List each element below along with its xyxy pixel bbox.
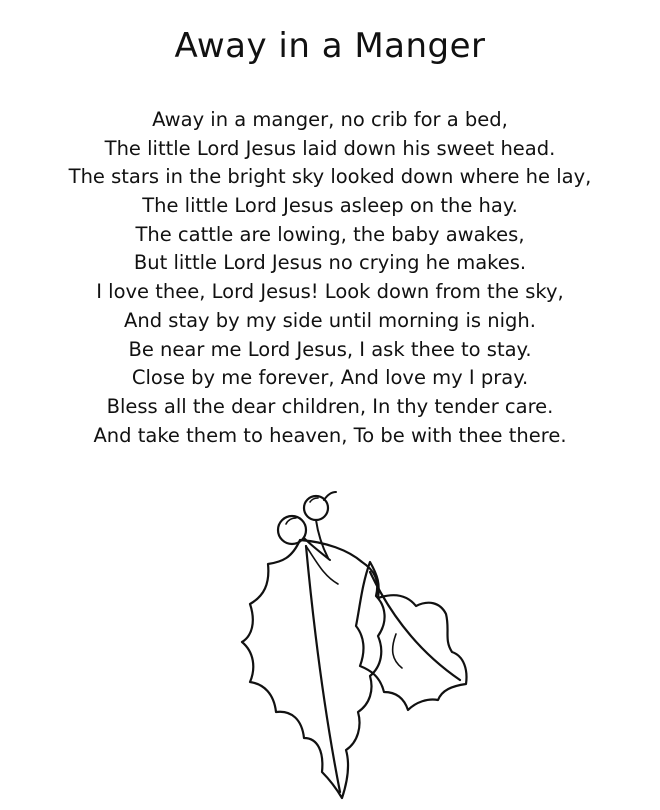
- poem-line: The little Lord Jesus asleep on the hay.: [142, 194, 518, 218]
- poem-verse: [0, 106, 660, 450]
- poem-line: And stay by my side until morning is nigh.: [124, 308, 536, 332]
- poem-line: I love thee, Lord Jesus! Look down from the sky,: [96, 280, 564, 304]
- poem-line: And take them to heaven, To be with thee there.: [93, 423, 567, 447]
- poem-line: Close by me forever, And love my I pray.: [131, 366, 529, 390]
- poem-line: Away in a manger, no crib for a bed,: [152, 108, 508, 131]
- page-title: Away in a Manger: [174, 26, 486, 66]
- poem-line: The little Lord Jesus laid down his sweet head.: [104, 136, 556, 160]
- poem-line: But little Lord Jesus no crying he makes.: [133, 251, 527, 275]
- poem-line: The stars in the bright sky looked down where he lay,: [68, 165, 592, 189]
- holly-leaf-left: [242, 540, 385, 798]
- poem-line: Be near me Lord Jesus, I ask thee to stay.: [128, 337, 532, 361]
- poem-line: The cattle are lowing, the baby awakes,: [135, 222, 525, 246]
- poem-line: Bless all the dear children, In thy tender care.: [106, 394, 554, 418]
- holly-icon: [220, 480, 490, 800]
- holly-berry: [278, 516, 306, 544]
